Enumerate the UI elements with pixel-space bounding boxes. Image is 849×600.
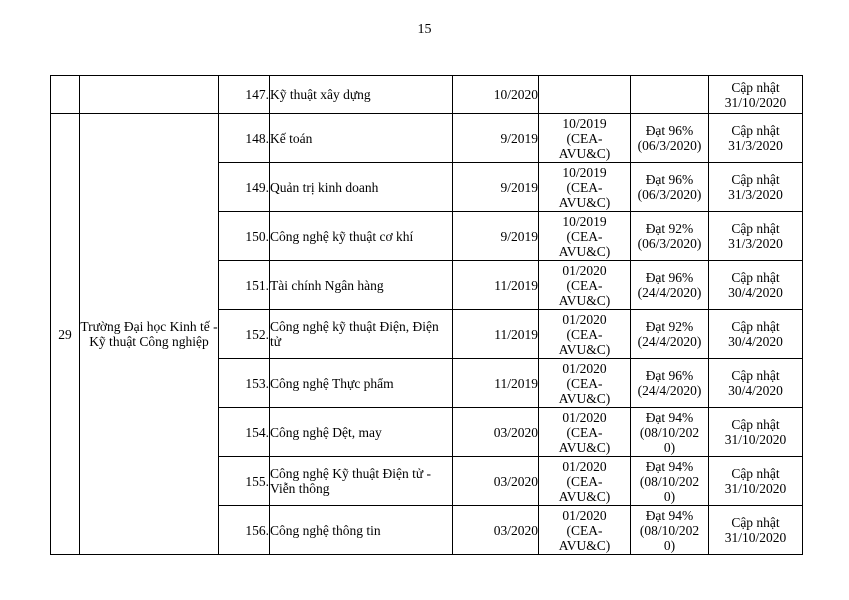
evaluation-line: AVU&C) [558,341,611,357]
result-line: (06/3/2020) [637,138,702,153]
evaluation-line: (CEA- [566,326,603,342]
update-line: 30/4/2020 [728,285,783,300]
result-line: Đạt 94% [645,458,694,474]
update-line: Cập nhật [731,466,780,481]
evaluation-cell [539,163,631,212]
result-line: Đạt 94% [645,409,694,425]
start-date: 9/2019 [453,114,539,163]
update-line: 31/10/2020 [724,530,787,545]
result-line: Đạt 92% [645,319,694,334]
start-date: 11/2019 [453,310,539,359]
update-cell [709,163,803,212]
evaluation-line: 10/2019 [562,213,607,229]
evaluation-line: 01/2020 [562,458,607,474]
evaluation-line: AVU&C) [558,292,611,308]
evaluation-line: (CEA- [566,228,603,244]
update-cell [709,408,803,457]
update-line: 30/4/2020 [728,334,783,349]
evaluation-line: 01/2020 [562,360,607,376]
update-line: Cập nhật [731,368,780,383]
start-date: 10/2020 [453,76,539,114]
update-cell [709,76,803,114]
update-line: Cập nhật [731,270,780,285]
result-line: 0) [663,537,676,553]
result-cell [631,408,709,457]
update-line: Cập nhật [731,79,780,95]
program-number: 156. [219,506,270,555]
institution-cell [80,76,219,114]
result-line: (08/10/202 [639,522,700,538]
update-line: Cập nhật [731,515,780,530]
start-date: 03/2020 [453,408,539,457]
program-number: 150. [219,212,270,261]
evaluation-line: AVU&C) [558,145,611,161]
update-cell [709,261,803,310]
result-cell [631,359,709,408]
evaluation-cell [539,457,631,506]
result-line: Đạt 96% [645,368,694,383]
update-cell [709,359,803,408]
program-name: Quản trị kinh doanh [270,163,453,212]
evaluation-cell [539,76,631,114]
result-line: Đạt 94% [645,507,694,523]
evaluation-line: 10/2019 [562,164,607,180]
update-line: 31/3/2020 [728,236,783,251]
program-number: 154. [219,408,270,457]
update-line: Cập nhật [731,319,780,334]
evaluation-line: 01/2020 [562,507,607,523]
start-date: 11/2019 [453,261,539,310]
program-number: 147. [219,76,270,114]
start-date: 11/2019 [453,359,539,408]
program-number: 151. [219,261,270,310]
result-cell [631,261,709,310]
evaluation-line: (CEA- [566,130,603,146]
result-cell [631,457,709,506]
program-name: Công nghệ kỹ thuật Điện, Điện tử [270,310,453,359]
program-name: Công nghệ thông tin [270,506,453,555]
stt-cell [51,76,80,114]
result-line: 0) [663,488,676,504]
evaluation-line: AVU&C) [558,488,611,504]
evaluation-cell [539,359,631,408]
update-cell [709,457,803,506]
update-line: 31/3/2020 [728,138,783,153]
update-line: Cập nhật [731,417,780,432]
evaluation-cell [539,114,631,163]
update-cell [709,114,803,163]
result-cell [631,212,709,261]
program-number: 149. [219,163,270,212]
result-line: (06/3/2020) [637,187,702,202]
result-line: (24/4/2020) [637,334,702,349]
evaluation-cell [539,212,631,261]
evaluation-line: (CEA- [566,375,603,391]
result-cell [631,506,709,555]
start-date: 03/2020 [453,457,539,506]
program-number: 153. [219,359,270,408]
start-date: 9/2019 [453,163,539,212]
evaluation-line: (CEA- [566,522,603,538]
program-number: 148. [219,114,270,163]
result-line: Đạt 96% [645,123,694,138]
result-line: (08/10/202 [639,424,700,440]
update-cell [709,506,803,555]
evaluation-line: AVU&C) [558,390,611,406]
evaluation-line: 01/2020 [562,409,607,425]
update-line: 31/10/2020 [724,481,787,496]
result-line: Đạt 92% [645,221,694,236]
update-line: 31/10/2020 [724,94,787,110]
evaluation-line: AVU&C) [558,194,611,210]
evaluation-cell [539,408,631,457]
start-date: 9/2019 [453,212,539,261]
evaluation-line: 01/2020 [562,262,607,278]
stt-cell: 29 [51,114,80,555]
program-name: Kế toán [270,114,453,163]
result-line: Đạt 96% [645,270,694,285]
update-cell [709,212,803,261]
result-cell [631,76,709,114]
update-line: 30/4/2020 [728,383,783,398]
evaluation-line: (CEA- [566,277,603,293]
program-name: Công nghệ Kỹ thuật Điện tử - Viễn thông [270,457,453,506]
evaluation-line: AVU&C) [558,439,611,455]
accreditation-table [50,75,803,555]
evaluation-line: 10/2019 [562,115,607,131]
evaluation-line: AVU&C) [558,537,611,553]
evaluation-line: AVU&C) [558,243,611,259]
update-line: Cập nhật [731,221,780,236]
result-line: (24/4/2020) [637,383,702,398]
program-name: Tài chính Ngân hàng [270,261,453,310]
result-cell [631,114,709,163]
page-number: 15 [417,22,432,37]
program-number: 155. [219,457,270,506]
evaluation-cell [539,506,631,555]
evaluation-cell [539,261,631,310]
evaluation-line: 01/2020 [562,311,607,327]
update-line: Cập nhật [731,172,780,187]
result-line: Đạt 96% [645,172,694,187]
result-line: (24/4/2020) [637,285,702,300]
update-cell [709,310,803,359]
update-line: Cập nhật [731,123,780,138]
evaluation-line: (CEA- [566,424,603,440]
program-name: Công nghệ Thực phẩm [270,359,453,408]
program-name: Công nghệ Dệt, may [270,408,453,457]
table-row [51,76,803,114]
result-cell [631,163,709,212]
program-name: Công nghệ kỹ thuật cơ khí [270,212,453,261]
evaluation-line: (CEA- [566,473,603,489]
evaluation-cell [539,310,631,359]
update-line: 31/3/2020 [728,187,783,202]
program-name: Kỹ thuật xây dựng [270,76,453,114]
result-line: 0) [663,439,676,455]
institution-name: Trường Đại học Kinh tế - Kỹ thuật Công nghiệp [80,114,219,555]
evaluation-line: (CEA- [566,179,603,195]
result-line: (06/3/2020) [637,236,702,251]
start-date: 03/2020 [453,506,539,555]
update-line: 31/10/2020 [724,432,787,447]
table-row [51,114,803,163]
program-number: 152. [219,310,270,359]
result-cell [631,310,709,359]
result-line: (08/10/202 [639,473,700,489]
